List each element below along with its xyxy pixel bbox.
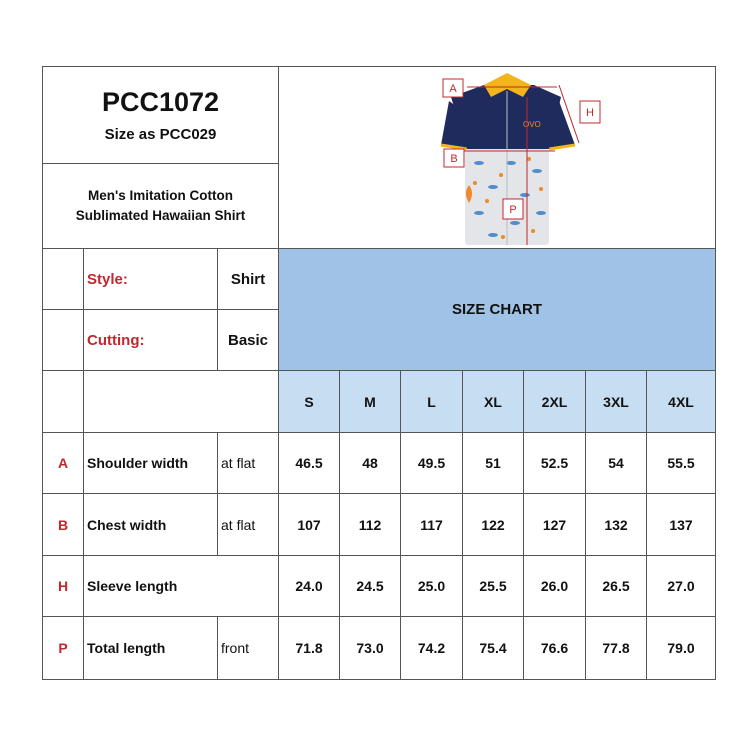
row-value: 127 xyxy=(524,494,586,556)
row-value: 73.0 xyxy=(340,617,401,680)
row-note: at flat xyxy=(218,433,279,494)
shirt-yoke xyxy=(451,85,561,149)
row-value: 26.0 xyxy=(524,556,586,617)
marker-p xyxy=(503,199,523,219)
row-code: H xyxy=(42,556,84,617)
row-note: at flat xyxy=(218,494,279,556)
product-code: PCC1072 xyxy=(101,87,220,117)
row-value: 25.0 xyxy=(401,556,463,617)
svg-text:OVO: OVO xyxy=(523,120,541,129)
size-header-4xl: 4XL xyxy=(647,371,716,433)
svg-text:H: H xyxy=(586,107,594,119)
row-code: B xyxy=(42,494,84,556)
row-value: 117 xyxy=(401,494,463,556)
marker-h xyxy=(580,101,600,123)
row-value: 49.5 xyxy=(401,433,463,494)
style-code-cell xyxy=(42,249,84,310)
style-label-cell xyxy=(84,249,218,310)
row-value: 75.4 xyxy=(463,617,524,680)
size-header-l: L xyxy=(401,371,463,433)
style-label: Style: xyxy=(87,270,128,288)
row-value: 51 xyxy=(463,433,524,494)
row-value: 27.0 xyxy=(647,556,716,617)
marker-a xyxy=(443,79,463,97)
style-value-cell xyxy=(218,249,279,310)
svg-text:A: A xyxy=(449,83,457,95)
row-value: 52.5 xyxy=(524,433,586,494)
row-value: 26.5 xyxy=(586,556,647,617)
row-value: 46.5 xyxy=(279,433,340,494)
size-reference: Size as PCC029 xyxy=(104,126,217,143)
shirt-diagram-cell xyxy=(279,66,716,249)
row-value: 24.0 xyxy=(279,556,340,617)
row-value: 71.8 xyxy=(279,617,340,680)
size-header-2xl: 2XL xyxy=(524,371,586,433)
row-code: A xyxy=(42,433,84,494)
row-value: 48 xyxy=(340,433,401,494)
row-name: Sleeve length xyxy=(84,556,279,617)
row-value: 76.6 xyxy=(524,617,586,680)
size-header-code-cell xyxy=(42,371,84,433)
size-chart-title-cell xyxy=(279,249,716,371)
header-code-cell xyxy=(42,66,279,164)
row-value: 25.5 xyxy=(463,556,524,617)
row-name: Shoulder width xyxy=(84,433,218,494)
size-header-3xl: 3XL xyxy=(586,371,647,433)
svg-text:B: B xyxy=(450,153,458,165)
row-code: P xyxy=(42,617,84,680)
row-value: 24.5 xyxy=(340,556,401,617)
style-value: Shirt xyxy=(230,270,266,288)
size-header-s: S xyxy=(279,371,340,433)
size-header-xl: XL xyxy=(463,371,524,433)
row-value: 74.2 xyxy=(401,617,463,680)
cutting-label: Cutting: xyxy=(87,331,145,349)
row-note: front xyxy=(218,617,279,680)
cutting-value-cell xyxy=(218,310,279,371)
size-header-label-cell xyxy=(84,371,279,433)
row-value: 137 xyxy=(647,494,716,556)
row-value: 54 xyxy=(586,433,647,494)
cutting-value: Basic xyxy=(227,331,269,349)
row-name: Chest width xyxy=(84,494,218,556)
row-value: 79.0 xyxy=(647,617,716,680)
size-chart-title: SIZE CHART xyxy=(452,301,542,318)
row-value: 107 xyxy=(279,494,340,556)
marker-b xyxy=(444,149,464,167)
cutting-code-cell xyxy=(42,310,84,371)
product-description-cell xyxy=(42,164,279,249)
shirt-diagram xyxy=(279,67,716,250)
svg-text:P: P xyxy=(509,204,517,216)
row-value: 55.5 xyxy=(647,433,716,494)
row-value: 77.8 xyxy=(586,617,647,680)
row-value: 122 xyxy=(463,494,524,556)
description-line-2: Sublimated Hawaiian Shirt xyxy=(75,208,246,223)
size-header-m: M xyxy=(340,371,401,433)
row-value: 112 xyxy=(340,494,401,556)
description-line-1: Men's Imitation Cotton xyxy=(88,188,233,203)
cutting-label-cell xyxy=(84,310,218,371)
row-name: Total length xyxy=(84,617,218,680)
row-value: 132 xyxy=(586,494,647,556)
